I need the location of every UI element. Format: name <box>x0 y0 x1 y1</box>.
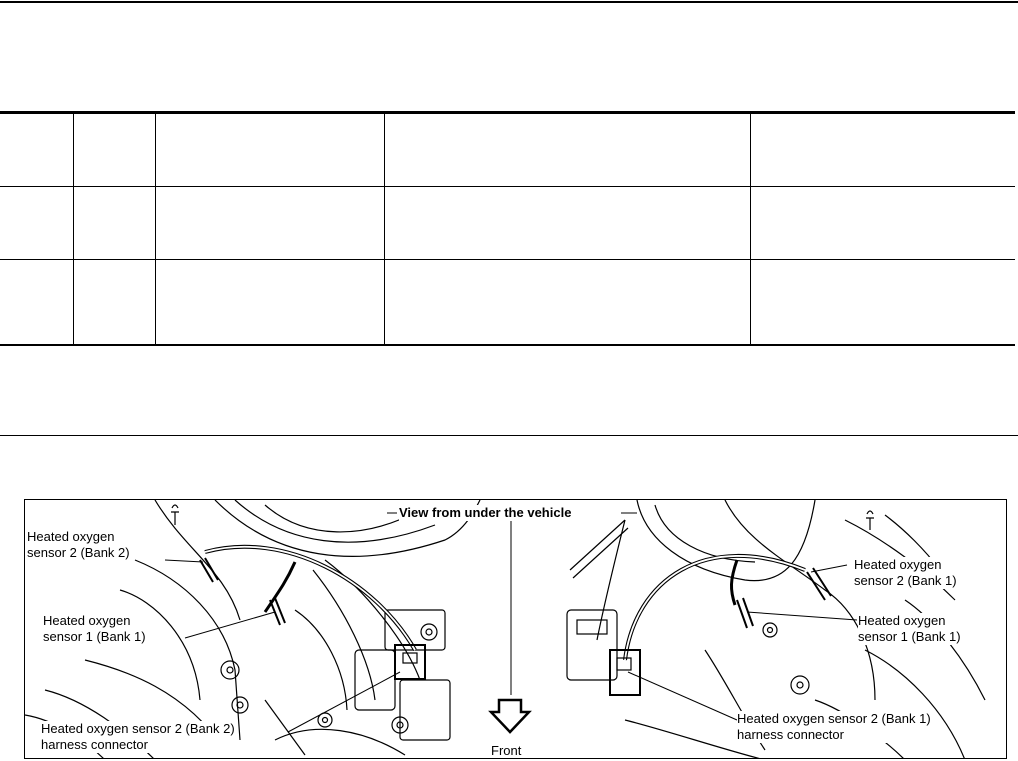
table-row <box>0 113 1015 187</box>
top-rule <box>0 1 1018 3</box>
section-rule <box>0 435 1018 436</box>
table-cell <box>384 113 750 187</box>
table-cell <box>155 113 384 187</box>
label-ho2s2-bank1: Heated oxygen sensor 2 (Bank 1) <box>854 557 957 588</box>
table-cell <box>155 187 384 260</box>
table-cell <box>73 113 155 187</box>
sensor-location-figure <box>24 499 1007 759</box>
label-connector-bank1: Heated oxygen sensor 2 (Bank 1) harness connector <box>737 711 931 742</box>
view-caption: View from under the vehicle <box>399 505 572 520</box>
label-ho2s2-bank2: Heated oxygen sensor 2 (Bank 2) <box>27 529 130 560</box>
label-ho2s1-bank1-right: Heated oxygen sensor 1 (Bank 1) <box>858 613 961 644</box>
table-cell <box>0 187 73 260</box>
table-cell <box>384 260 750 346</box>
spec-table <box>0 111 1015 346</box>
label-connector-bank2: Heated oxygen sensor 2 (Bank 2) harness connector <box>41 721 235 752</box>
table-cell <box>384 187 750 260</box>
table-cell <box>73 187 155 260</box>
table-row <box>0 260 1015 346</box>
table-cell <box>750 113 1015 187</box>
label-ho2s1-bank1-left: Heated oxygen sensor 1 (Bank 1) <box>43 613 146 644</box>
table-cell <box>0 260 73 346</box>
table-row <box>0 187 1015 260</box>
table-cell <box>750 187 1015 260</box>
table-cell <box>0 113 73 187</box>
table-cell <box>155 260 384 346</box>
front-arrow-icon <box>491 700 529 732</box>
table-cell <box>73 260 155 346</box>
front-label: Front <box>491 743 522 758</box>
table-cell <box>750 260 1015 346</box>
